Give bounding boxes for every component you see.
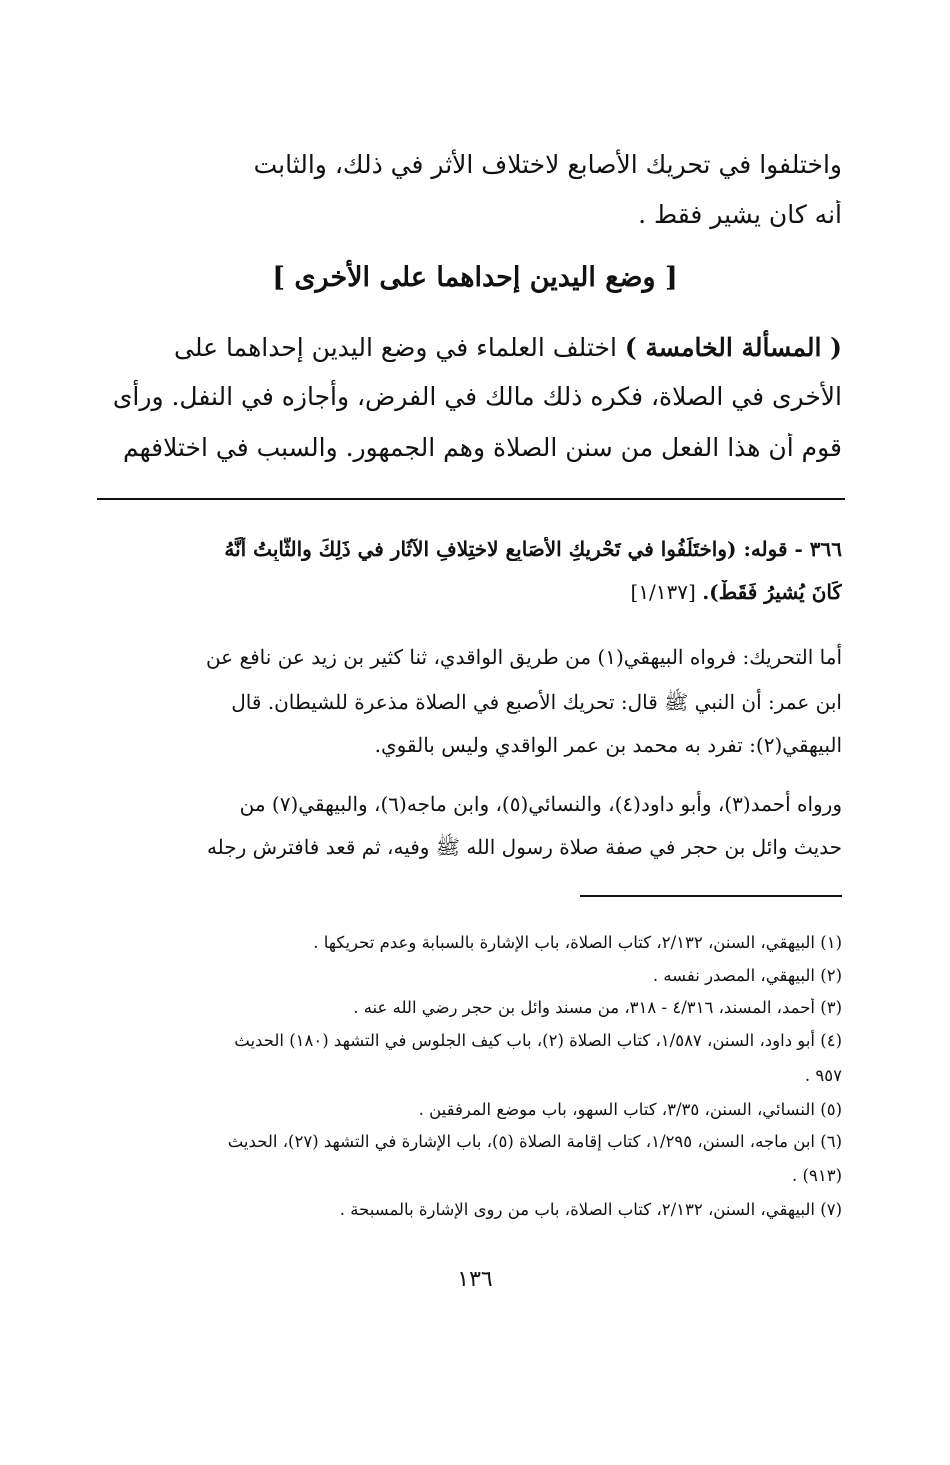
footnote-6-line-2: (٩١٣) . <box>792 1166 842 1185</box>
main-commentary-divider <box>97 498 845 500</box>
issue-label: ( المسألة الخامسة ) <box>624 333 842 362</box>
commentary-entry-line-2 <box>108 580 842 604</box>
footnote-4-line-1: (٤) أبو داود، السنن، ١/٥٨٧، كتاب الصلاة (٢)، باب كيف الجلوس في التشهد (١٨٠) الحديث <box>234 1031 842 1050</box>
commentary-quote-end: كَانَ يُشيرُ فَقَطْ). <box>702 580 842 604</box>
commentary-p2-line-1: ورواه أحمد(٣)، وأبو داود(٤)، والنسائي(٥)، وابن ماجه(٦)، والبيهقي(٧) من <box>239 792 842 816</box>
main-paragraph-1-line-1: واختلفوا في تحريك الأصابع لاختلاف الأثر في ذلك، والثابت <box>253 150 842 179</box>
main-paragraph-1-line-2: أنه كان يشير فقط . <box>638 200 842 229</box>
main-paragraph-2-line-1 <box>108 333 842 362</box>
footnote-1: (١) البيهقي، السنن، ٢/١٣٢، كتاب الصلاة، باب الإشارة بالسبابة وعدم تحريكها . <box>313 933 842 952</box>
commentary-entry-line-1 <box>108 537 842 561</box>
footnote-2: (٢) البيهقي، المصدر نفسه . <box>652 966 842 985</box>
commentary-p1-line-3: البيهقي(٢): تفرد به محمد بن عمر الواقدي وليس بالقوي. <box>374 733 842 757</box>
main-paragraph-2-line-2: الأخرى في الصلاة، فكره ذلك مالك في الفرض، وأجازه في النفل. ورأى <box>112 382 842 411</box>
footnote-6-line-1: (٦) ابن ماجه، السنن، ١/٢٩٥، كتاب إقامة الصلاة (٥)، باب الإشارة في التشهد (٢٧)، الحديث <box>227 1132 842 1151</box>
footnote-5: (٥) النسائي، السنن، ٣/٣٥، كتاب السهو، باب موضع المرفقين . <box>418 1100 842 1119</box>
issue-text: اختلف العلماء في وضع اليدين إحداهما على <box>174 333 625 362</box>
commentary-p1-line-2: ابن عمر: أن النبي ﷺ قال: تحريك الأصبع في الصلاة مذعرة للشيطان. قال <box>231 690 842 714</box>
footnote-7: (٧) البيهقي، السنن، ٢/١٣٢، كتاب الصلاة، باب من روى الإشارة بالمسبحة . <box>339 1200 842 1219</box>
footnote-4-line-2: ٩٥٧ . <box>804 1066 842 1085</box>
footnote-3: (٣) أحمد، المسند، ٤/٣١٦ - ٣١٨، من مسند وائل بن حجر رضي الله عنه . <box>353 998 842 1017</box>
commentary-reference: [١/١٣٧] <box>630 580 703 604</box>
commentary-quote: (واختَلَفُوا في تَحْريكِ الأَصَابِعِ لاختِلافِ الآثَارِ في ذَلِكَ والثَّابِتُ أَنَّهُ <box>224 537 737 561</box>
footnote-divider <box>580 895 842 897</box>
section-heading: [ وضع اليدين إحداهما على الأخرى ] <box>272 262 678 293</box>
commentary-p1-line-1: أما التحريك: فرواه البيهقي(١) من طريق الواقدي، ثنا كثير بن زيد عن نافع عن <box>205 645 842 669</box>
commentary-entry-number: ٣٦٦ - قوله: <box>736 537 842 561</box>
page-number: ١٣٦ <box>457 1267 493 1292</box>
main-paragraph-2-line-3: قوم أن هذا الفعل من سنن الصلاة وهم الجمهور. والسبب في اختلافهم <box>122 433 842 462</box>
commentary-p2-line-2: حديث وائل بن حجر في صفة صلاة رسول الله ﷺ وفيه، ثم قعد فافترش رجله <box>206 835 842 859</box>
